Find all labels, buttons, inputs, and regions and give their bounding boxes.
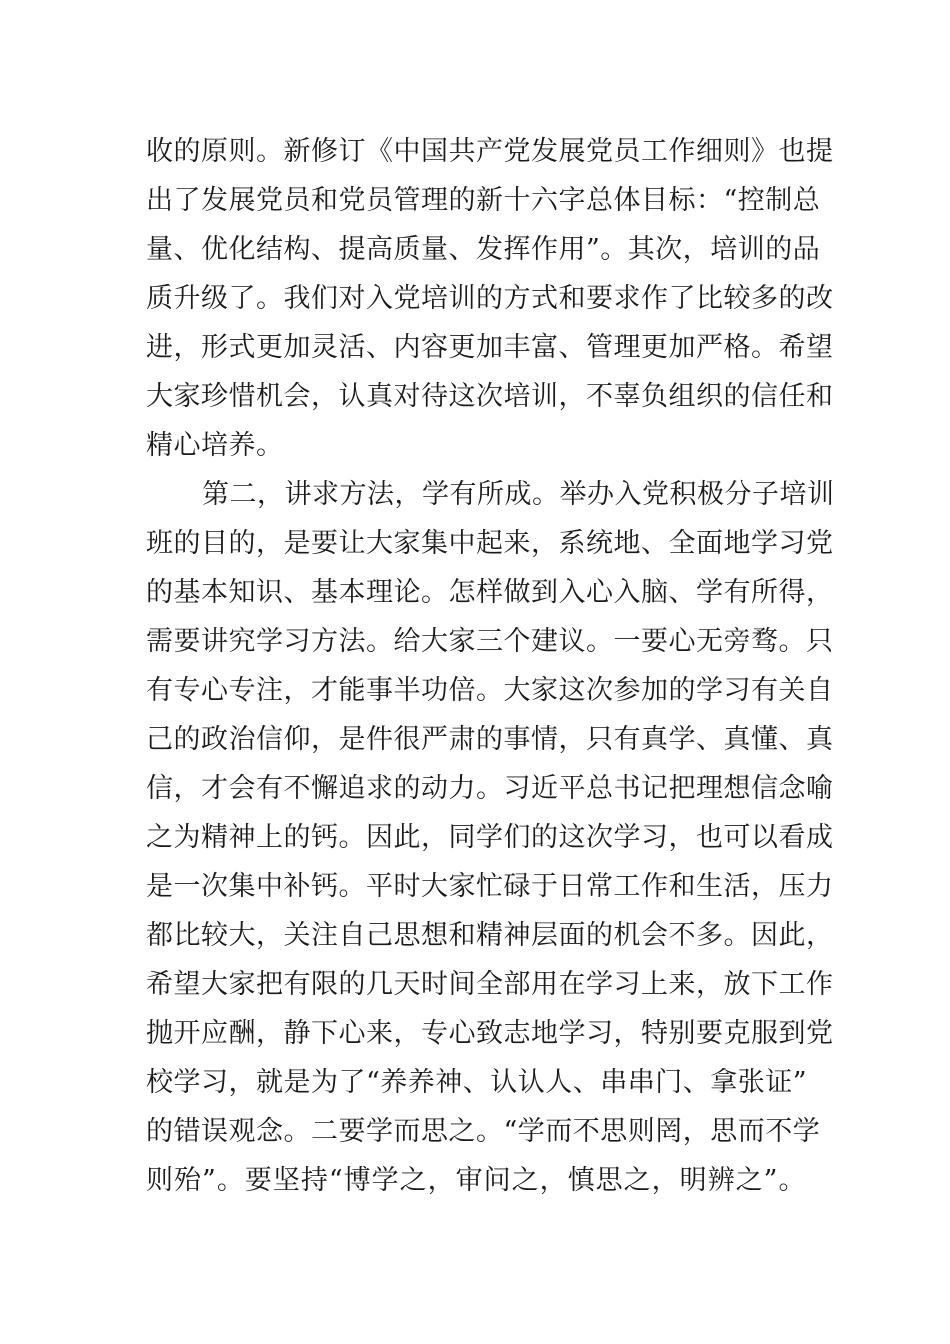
paragraph-1 [146,127,834,470]
text-line: 希望大家把有限的几天时间全部用在学习上来，放下工作 [146,969,834,1000]
text-line: 己的政治信仰，是件很严肃的事情，只有真学、真懂、真 [146,724,834,755]
text-line: 班的目的，是要让大家集中起来，系统地、全面地学习党 [146,528,834,559]
text-line: 的基本知识、基本理论。怎样做到入心入脑、学有所得， [146,577,834,608]
text-line: 有专心专注，才能事半功倍。大家这次参加的学习有关自 [146,675,834,706]
text-line: 校学习，就是为了“养养神、认认人、串串门、拿张证” [146,1067,808,1098]
paragraph-2 [146,470,835,1205]
text-line: 质升级了。我们对入党培训的方式和要求作了比较多的改 [146,283,834,314]
text-line: 出了发展党员和党员管理的新十六字总体目标：“控制总 [146,185,821,216]
text-line: 第二，讲求方法，学有所成。举办入党积极分子培训 [202,479,835,510]
text-line: 大家珍惜机会，认真对待这次培训，不辜负组织的信任和 [146,381,834,412]
text-line: 信，才会有不懈追求的动力。习近平总书记把理想信念喻 [146,773,834,804]
text-line: 抛开应酬，静下心来，专心致志地学习，特别要克服到党 [146,1018,834,1049]
text-line: 是一次集中补钙。平时大家忙碌于日常工作和生活，压力 [146,871,834,902]
text-line: 都比较大，关注自己思想和精神层面的机会不多。因此， [146,920,834,951]
text-line: 进，形式更加灵活、内容更加丰富、管理更加严格。希望 [146,332,834,363]
text-line: 则殆”。要坚持“博学之，审问之，慎思之，明辨之”。 [146,1165,806,1196]
text-line: 量、优化结构、提高质量、发挥作用”。其次，培训的品 [146,234,821,265]
text-line: 收的原则。新修订《中国共产党发展党员工作细则》也提 [146,136,834,167]
document-body [146,127,835,1205]
text-line: 的错误观念。二要学而思之。“学而不思则罔，思而不学 [146,1116,821,1147]
text-line: 需要讲究学习方法。给大家三个建议。一要心无旁骛。只 [146,626,834,657]
text-line: 精心培养。 [146,430,284,461]
text-line: 之为精神上的钙。因此，同学们的这次学习，也可以看成 [146,822,834,853]
